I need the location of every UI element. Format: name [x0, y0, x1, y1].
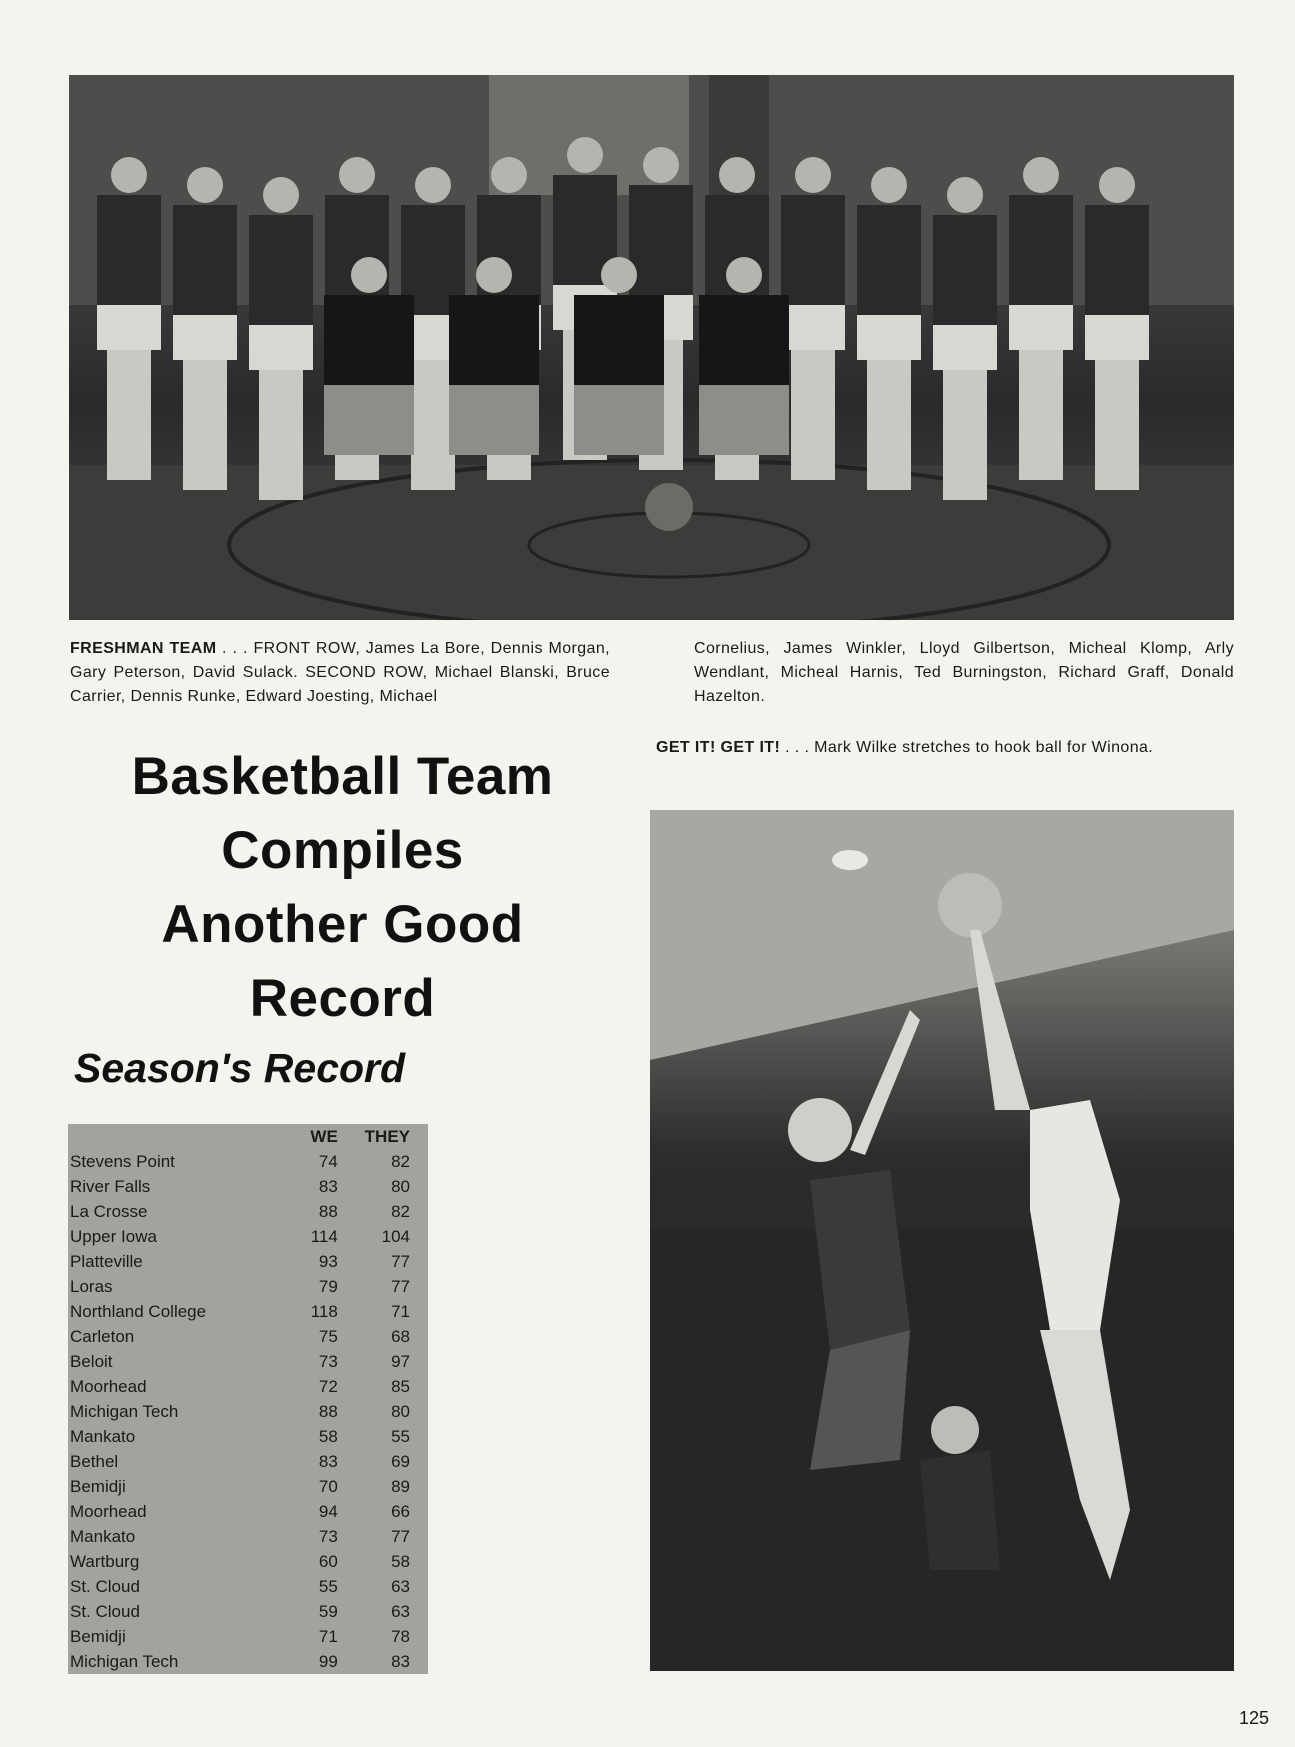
opponent-cell: La Crosse — [70, 1202, 148, 1221]
we-score-cell: 59 — [318, 1602, 338, 1621]
we-score-cell: 71 — [318, 1627, 338, 1646]
player-silhouette — [781, 157, 845, 480]
season-record-table — [68, 1124, 428, 1674]
we-score-cell: 83 — [318, 1452, 338, 1471]
they-score-cell: 82 — [391, 1202, 410, 1221]
we-score-cell: 93 — [318, 1252, 338, 1271]
they-score-cell: 58 — [391, 1552, 410, 1571]
opponent-cell: Mankato — [70, 1527, 136, 1546]
record-row — [68, 1474, 428, 1499]
caption-text: . . . FRONT ROW, James La Bore, Dennis Morgan, Gary Peterson, David Sulack. SECOND ROW, Michael Blanski, Bruce Carrier, Dennis Runke, Edward Joesting, Michael — [70, 640, 610, 705]
opponent-cell: River Falls — [70, 1177, 151, 1196]
they-score-cell: 82 — [391, 1152, 410, 1171]
opponent-cell: Loras — [70, 1277, 113, 1296]
record-row — [68, 1349, 428, 1374]
team-photo-illustration — [69, 75, 1234, 620]
player-silhouette — [1085, 167, 1149, 490]
they-score-cell: 80 — [391, 1177, 410, 1196]
opponent-cell: Bemidji — [70, 1477, 126, 1496]
team-photo-caption-right — [694, 637, 1234, 709]
we-score-cell: 60 — [318, 1552, 338, 1571]
opponent-cell: Moorhead — [70, 1377, 147, 1396]
action-caption-text: . . . Mark Wilke stretches to hook ball for Winona. — [780, 739, 1154, 756]
action-photo — [650, 810, 1234, 1671]
they-score-cell: 85 — [391, 1377, 410, 1396]
they-score-cell: 66 — [391, 1502, 410, 1521]
opponent-header — [68, 1124, 249, 1149]
record-row — [68, 1549, 428, 1574]
headline-line-2: Compiles — [221, 821, 464, 880]
headline-line-3: Another Good — [161, 895, 524, 954]
record-row — [68, 1599, 428, 1624]
they-score-cell: 83 — [391, 1652, 410, 1671]
record-row — [68, 1249, 428, 1274]
opponent-cell: Michigan Tech — [70, 1402, 179, 1421]
record-row — [68, 1399, 428, 1424]
they-score-cell: 69 — [391, 1452, 410, 1471]
opponent-cell: Wartburg — [70, 1552, 140, 1571]
record-row — [68, 1324, 428, 1349]
record-row — [68, 1624, 428, 1649]
they-score-cell: 77 — [391, 1252, 410, 1271]
opponent-cell: Platteville — [70, 1252, 143, 1271]
they-header: THEY — [364, 1127, 410, 1146]
they-score-cell: 89 — [391, 1477, 410, 1496]
opponent-cell: Moorhead — [70, 1502, 147, 1521]
record-row — [68, 1649, 428, 1674]
we-score-cell: 94 — [318, 1502, 338, 1521]
they-score-cell: 78 — [391, 1627, 410, 1646]
they-score-cell: 55 — [391, 1427, 410, 1446]
they-score-cell: 71 — [391, 1302, 410, 1321]
we-score-cell: 73 — [318, 1352, 338, 1371]
freshman-team-photo — [69, 75, 1234, 620]
player-silhouette — [857, 167, 921, 490]
opponent-cell: Carleton — [70, 1327, 135, 1346]
they-score-cell: 77 — [391, 1527, 410, 1546]
action-caption-lead: GET IT! GET IT! — [656, 739, 781, 756]
season-record-title: Season's Record — [74, 1045, 406, 1091]
player-silhouette — [97, 157, 161, 480]
we-score-cell: 70 — [318, 1477, 338, 1496]
player-silhouette — [933, 177, 997, 500]
we-score-cell: 75 — [318, 1327, 338, 1346]
we-score-cell: 72 — [318, 1377, 338, 1396]
player-silhouette — [173, 167, 237, 490]
they-score-cell: 104 — [381, 1227, 410, 1246]
page-number: 125 — [1238, 1708, 1269, 1728]
we-score-cell: 88 — [318, 1202, 338, 1221]
they-score-cell: 63 — [391, 1602, 410, 1621]
record-row — [68, 1174, 428, 1199]
we-score-cell: 55 — [318, 1577, 338, 1596]
record-row — [68, 1374, 428, 1399]
record-row — [68, 1424, 428, 1449]
we-score-cell: 58 — [318, 1427, 338, 1446]
opponent-cell: Northland College — [70, 1302, 207, 1321]
we-score-cell: 99 — [318, 1652, 338, 1671]
opponent-cell: St. Cloud — [70, 1577, 140, 1596]
record-row — [68, 1574, 428, 1599]
record-header-row — [68, 1124, 428, 1149]
we-score-cell: 118 — [310, 1302, 338, 1321]
team-photo-caption-left — [70, 637, 610, 709]
we-score-cell: 73 — [318, 1527, 338, 1546]
headline-line-1: Basketball Team — [131, 747, 554, 806]
opponent-cell: Bemidji — [70, 1627, 126, 1646]
record-row — [68, 1299, 428, 1324]
they-score-cell: 97 — [391, 1352, 410, 1371]
headline-line-4: Record — [249, 969, 436, 1028]
they-score-cell: 63 — [391, 1577, 410, 1596]
action-photo-caption — [656, 736, 1196, 760]
player-silhouette — [249, 177, 313, 500]
we-score-cell: 88 — [318, 1402, 338, 1421]
caption-lead: FRESHMAN TEAM — [70, 640, 217, 657]
opponent-cell: Upper Iowa — [70, 1227, 157, 1246]
opponent-cell: Beloit — [70, 1352, 113, 1371]
record-row — [68, 1449, 428, 1474]
they-score-cell: 80 — [391, 1402, 410, 1421]
opponent-cell: St. Cloud — [70, 1602, 140, 1621]
record-row — [68, 1499, 428, 1524]
caption-text-continued: Cornelius, James Winkler, Lloyd Gilbertson, Micheal Klomp, Arly Wendlant, Micheal Harnis, Ted Burningston, Richard Graff, Donald Hazelton. — [694, 640, 1234, 705]
player-silhouette — [1009, 157, 1073, 480]
we-score-cell: 79 — [318, 1277, 338, 1296]
opponent-cell: Mankato — [70, 1427, 136, 1446]
record-row — [68, 1274, 428, 1299]
we-score-cell: 114 — [310, 1227, 338, 1246]
we-header: WE — [310, 1127, 338, 1146]
record-body — [68, 1149, 428, 1674]
they-score-cell: 68 — [391, 1327, 410, 1346]
opponent-cell: Michigan Tech — [70, 1652, 179, 1671]
action-photo-illustration — [650, 810, 1234, 1671]
article-headline — [80, 740, 605, 1036]
record-row — [68, 1224, 428, 1249]
opponent-cell: Stevens Point — [70, 1152, 175, 1171]
record-row — [68, 1149, 428, 1174]
record-row — [68, 1199, 428, 1224]
they-score-cell: 77 — [391, 1277, 410, 1296]
record-row — [68, 1524, 428, 1549]
we-score-cell: 74 — [318, 1152, 338, 1171]
we-score-cell: 83 — [318, 1177, 338, 1196]
opponent-cell: Bethel — [70, 1452, 119, 1471]
